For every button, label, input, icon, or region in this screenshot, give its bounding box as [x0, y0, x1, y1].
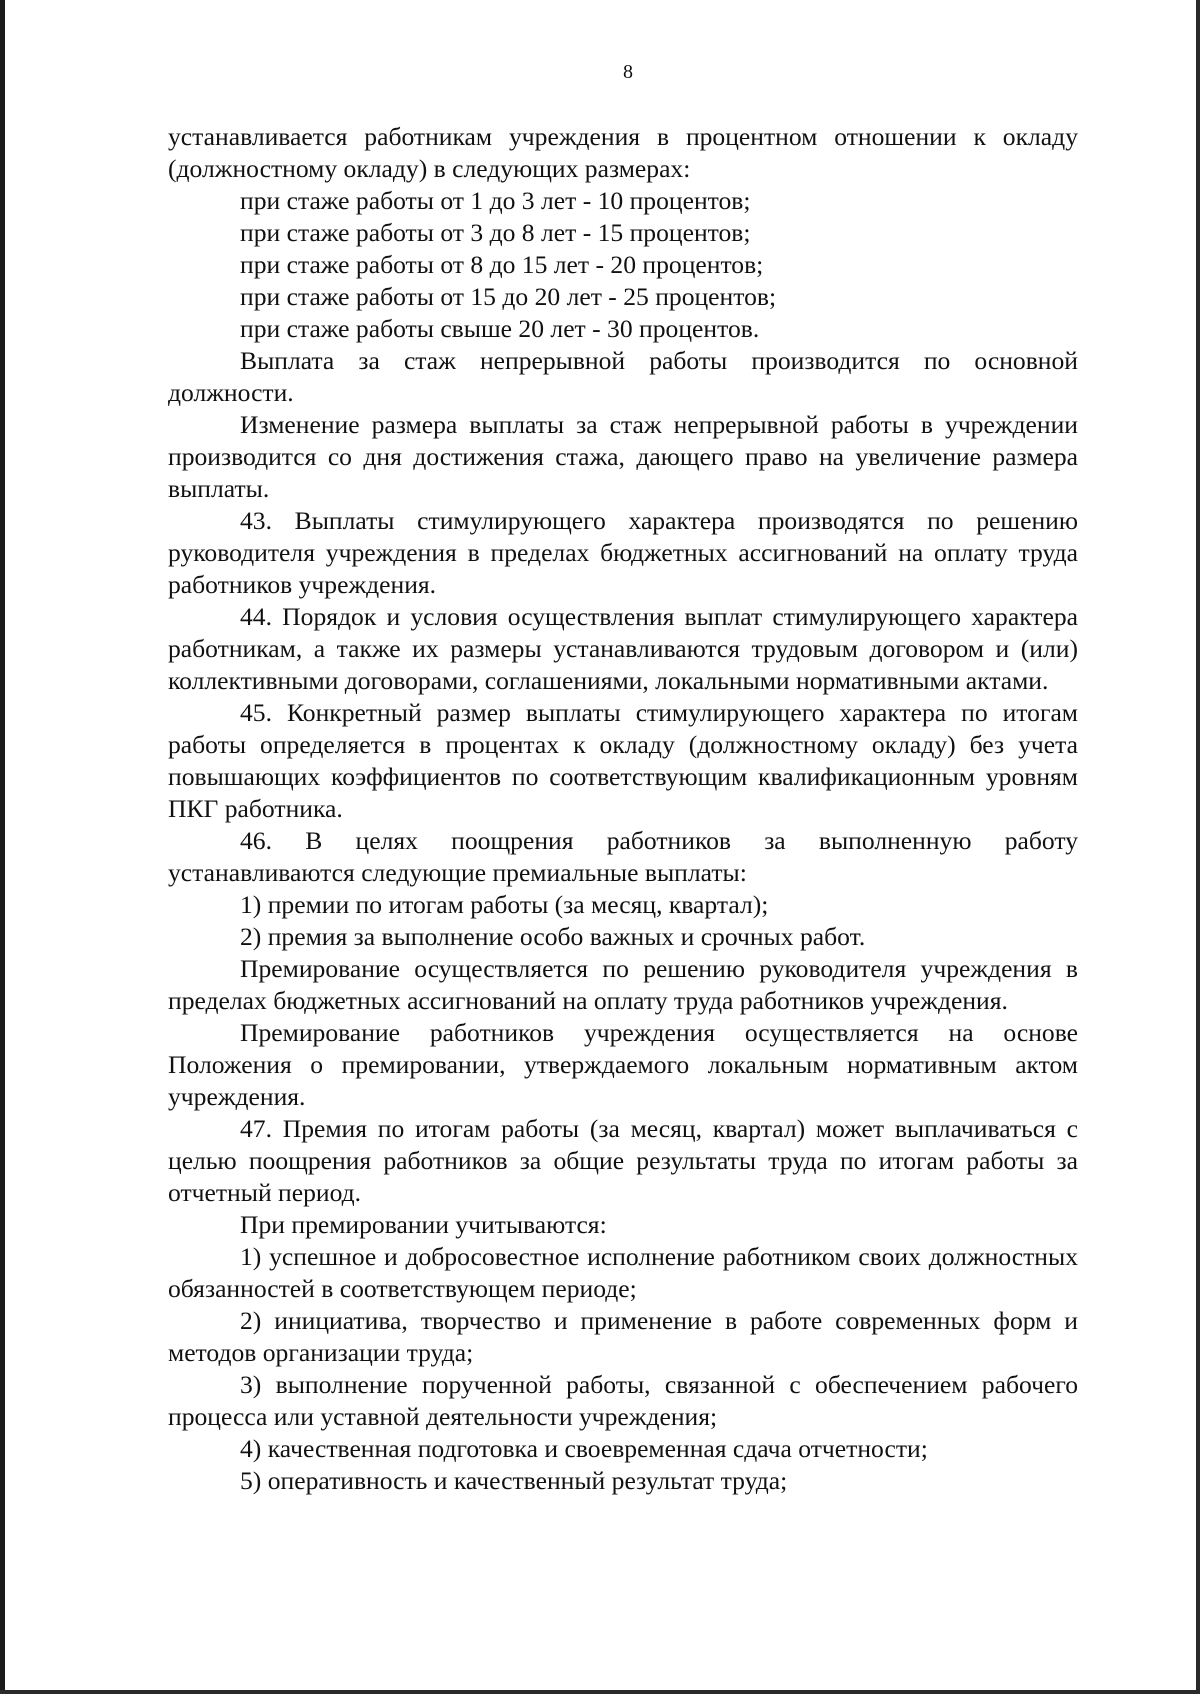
scan-border-right — [1196, 0, 1200, 1694]
paragraph: при стаже работы от 3 до 8 лет - 15 процентов; — [240, 218, 751, 247]
scan-border-bottom — [0, 1690, 1200, 1694]
paragraph: 5) оперативность и качественный результат труда; — [240, 1466, 788, 1495]
paragraph: 4) качественная подготовка и своевременная сдача отчетности; — [240, 1434, 928, 1463]
paragraph: 46. В целях поощрения работников за выполненную работу устанавливаются следующие премиальные выплаты: — [168, 826, 1078, 887]
paragraph: 47. Премия по итогам работы (за месяц, квартал) может выплачиваться с целью поощрения работников за общие результаты труда по итогам работы за отчетный период. — [168, 1114, 1078, 1207]
paragraph: 2) инициатива, творчество и применение в работе современных форм и методов организации труда; — [168, 1306, 1078, 1367]
paragraph: устанавливается работникам учреждения в процентном отношении к окладу (должностному окладу) в следующих размерах: — [168, 122, 1078, 183]
paragraph: при стаже работы свыше 20 лет - 30 процентов. — [240, 314, 760, 343]
paragraph: при стаже работы от 15 до 20 лет - 25 процентов; — [240, 282, 777, 311]
paragraph: 2) премия за выполнение особо важных и срочных работ. — [240, 922, 866, 951]
paragraph: 44. Порядок и условия осуществления выплат стимулирующего характера работникам, а также их размеры устанавливаются трудовым договором и (или) коллективными договорами, соглашениями, локальными нормативными актами. — [168, 602, 1078, 695]
paragraph: 1) успешное и добросовестное исполнение работником своих должностных обязанностей в соответствующем периоде; — [168, 1242, 1078, 1303]
paragraph: Изменение размера выплаты за стаж непрерывной работы в учреждении производится со дня достижения стажа, дающего право на увеличение размера выплаты. — [168, 410, 1078, 503]
paragraph: при стаже работы от 8 до 15 лет - 20 процентов; — [240, 250, 764, 279]
paragraph: 45. Конкретный размер выплаты стимулирующего характера по итогам работы определяется в процентах к окладу (должностному окладу) без учета повышающих коэффициентов по соответствующим квалификационным уровням ПКГ работника. — [168, 698, 1078, 823]
paragraph: При премировании учитываются: — [240, 1210, 607, 1239]
document-body — [168, 121, 1078, 1497]
paragraph: Премирование работников учреждения осуществляется на основе Положения о премировании, утверждаемого локальным нормативным актом учреждения. — [168, 1018, 1078, 1111]
scan-border-left — [0, 0, 5, 1694]
paragraph: 3) выполнение порученной работы, связанной с обеспечением рабочего процесса или уставной деятельности учреждения; — [168, 1370, 1078, 1431]
page-number: 8 — [623, 61, 633, 83]
paragraph: Премирование осуществляется по решению руководителя учреждения в пределах бюджетных ассигнований на оплату труда работников учреждения. — [168, 954, 1078, 1015]
paragraph: при стаже работы от 1 до 3 лет - 10 процентов; — [240, 186, 751, 215]
paragraph: 1) премии по итогам работы (за месяц, квартал); — [240, 890, 769, 919]
paragraph: Выплата за стаж непрерывной работы производится по основной должности. — [168, 346, 1078, 407]
paragraph: 43. Выплаты стимулирующего характера производятся по решению руководителя учреждения в пределах бюджетных ассигнований на оплату труда работников учреждения. — [168, 506, 1078, 599]
